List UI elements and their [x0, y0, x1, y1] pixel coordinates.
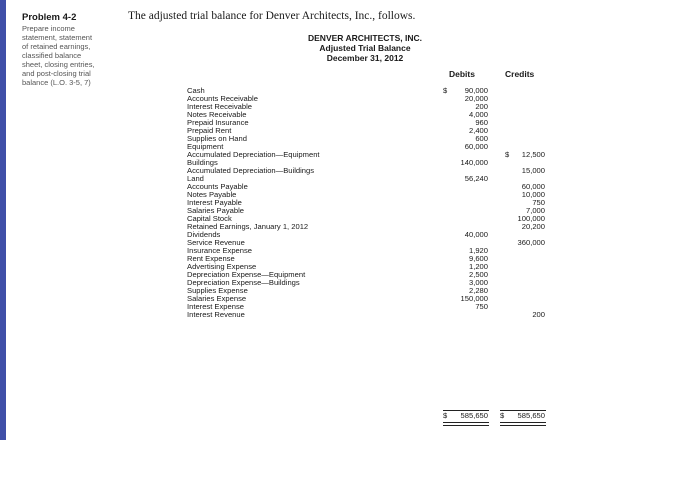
account-name: Accounts Payable — [187, 182, 248, 191]
account-name: Notes Receivable — [187, 110, 247, 119]
problem-desc-line: Prepare income — [22, 24, 75, 33]
account-name: Rent Expense — [187, 254, 235, 263]
problem-desc-line: classified balance — [22, 51, 82, 60]
account-name: Salaries Expense — [187, 294, 247, 303]
account-name: Cash — [187, 86, 205, 95]
account-name: Salaries Payable — [187, 206, 244, 215]
total-debits: 585,650 — [460, 411, 488, 420]
credit-amount: 100,000 — [517, 214, 545, 223]
debit-amount: 600 — [475, 134, 488, 143]
debit-amount: 56,240 — [464, 174, 488, 183]
intro-text: The adjusted trial balance for Denver Architects, Inc., follows. — [128, 10, 416, 22]
account-name: Accounts Receivable — [187, 94, 258, 103]
debit-amount: 60,000 — [464, 142, 488, 151]
debit-amount: 3,000 — [468, 278, 488, 287]
account-name: Interest Payable — [187, 198, 242, 207]
account-name: Buildings — [187, 158, 218, 167]
account-name: Accumulated Depreciation—Buildings — [187, 166, 315, 175]
account-name: Depreciation Expense—Equipment — [187, 270, 306, 279]
debit-amount: 140,000 — [460, 158, 488, 167]
credit-amount: 12,500 — [521, 150, 545, 159]
debit-amount: 4,000 — [468, 110, 488, 119]
account-name: Interest Revenue — [187, 310, 245, 319]
account-name: Interest Expense — [187, 302, 244, 311]
statement-date: December 31, 2012 — [326, 53, 404, 63]
account-name: Land — [187, 174, 204, 183]
account-name: Accumulated Depreciation—Equipment — [187, 150, 320, 159]
credit-amount: 15,000 — [521, 166, 545, 175]
account-name: Service Revenue — [187, 238, 245, 247]
debit-amount: 750 — [475, 302, 488, 311]
credit-amount: 360,000 — [517, 238, 545, 247]
account-name: Prepaid Insurance — [187, 118, 249, 127]
account-name: Supplies on Hand — [187, 134, 247, 143]
statement-title: Adjusted Trial Balance — [319, 43, 411, 53]
credit-amount: 10,000 — [521, 190, 545, 199]
credit-dollar-sign: $ — [505, 150, 510, 159]
debit-amount: 2,280 — [468, 286, 488, 295]
account-name: Depreciation Expense—Buildings — [187, 278, 300, 287]
credit-amount: 7,000 — [525, 206, 545, 215]
credit-amount: 20,200 — [521, 222, 545, 231]
accent-bar — [0, 0, 6, 440]
debit-amount: 90,000 — [464, 86, 488, 95]
credit-amount: 750 — [532, 198, 545, 207]
account-name: Dividends — [187, 230, 221, 239]
credit-double-rule — [500, 422, 546, 426]
debit-amount: 9,600 — [468, 254, 488, 263]
debit-amount: 960 — [475, 118, 488, 127]
credits-header: Credits — [505, 69, 535, 79]
problem-desc-line: sheet, closing entries, — [22, 60, 95, 69]
account-name: Interest Receivable — [187, 102, 253, 111]
debit-dollar-sign: $ — [443, 86, 448, 95]
account-name: Retained Earnings, January 1, 2012 — [187, 222, 309, 231]
problem-desc-line: of retained earnings, — [22, 42, 91, 51]
debit-amount: 1,920 — [468, 246, 488, 255]
problem-description — [22, 24, 122, 87]
problem-sidebar — [22, 12, 122, 87]
problem-desc-line: balance (L.O. 3-5, 7) — [22, 78, 91, 87]
account-name: Supplies Expense — [187, 286, 248, 295]
total-debit-dollar: $ — [443, 411, 448, 420]
debits-header: Debits — [449, 69, 475, 79]
problem-desc-line: and post-closing trial — [22, 69, 91, 78]
debit-amount: 40,000 — [464, 230, 488, 239]
account-name: Capital Stock — [187, 214, 232, 223]
debit-amount: 200 — [475, 102, 488, 111]
problem-desc-line: statement, statement — [22, 33, 93, 42]
debit-amount: 20,000 — [464, 94, 488, 103]
credit-amount: 60,000 — [521, 182, 545, 191]
account-name: Equipment — [187, 142, 224, 151]
account-name: Prepaid Rent — [187, 126, 232, 135]
account-name: Insurance Expense — [187, 246, 253, 255]
account-name: Advertising Expense — [187, 262, 257, 271]
debit-amount: 2,400 — [468, 126, 488, 135]
debit-double-rule — [443, 422, 489, 426]
problem-title: Problem 4-2 — [22, 12, 77, 23]
company-name: DENVER ARCHITECTS, INC. — [308, 33, 422, 43]
debit-amount: 2,500 — [468, 270, 488, 279]
debit-amount: 1,200 — [468, 262, 488, 271]
total-credits: 585,650 — [517, 411, 545, 420]
debit-amount: 150,000 — [460, 294, 488, 303]
account-name: Notes Payable — [187, 190, 237, 199]
total-credit-dollar: $ — [500, 411, 505, 420]
credit-amount: 200 — [532, 310, 545, 319]
